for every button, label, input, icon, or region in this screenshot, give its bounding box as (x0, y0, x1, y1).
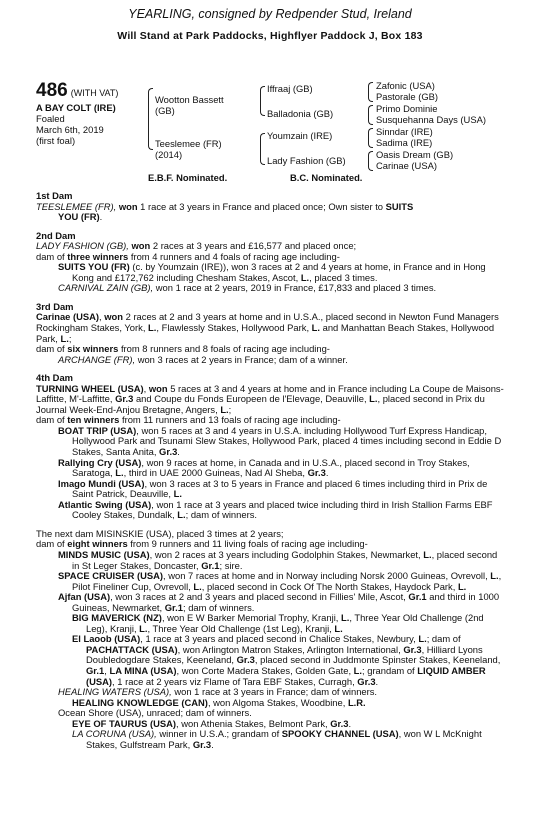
pedigree-body (36, 191, 506, 750)
pedigree-brace-3a (368, 82, 373, 102)
pedigree-paragraph: LADY FASHION (GB), won 2 races at 3 years and £16,577 and placed once; (36, 240, 357, 252)
pedigree-paragraph: BOAT TRIP (USA), won 5 races at 3 and 4 years in U.S.A. including Hollywood Turf Express Handicap, Hollywood Park and Tsunami Slew Stakes, Hollywood Park, placed 4 times including second in Eddie D Stakes, Santa Anita, Gr.3. (58, 424, 502, 458)
dam-dam: Lady Fashion (GB) (267, 155, 346, 166)
pedigree-paragraph: HEALING WATERS (USA), won 1 race at 3 years in France; dam of winners. (58, 686, 378, 698)
pedigree-paragraph: dam of three winners from 4 runners and 4 foals of racing age including- (36, 250, 340, 262)
foal-note: (first foal) (36, 135, 76, 146)
ssd: Pastorale (GB) (376, 91, 438, 102)
pedigree-paragraph: LA CORUNA (USA), winner in U.S.A.; grandam of SPOOKY CHANNEL (USA), won W L McKnight Stakes, Gulfstream Park, Gr.3. (72, 728, 482, 750)
catalogue-heading: YEARLING, consigned by Redpender Stud, Ireland (128, 7, 412, 21)
pedigree-paragraph: TEESLEMEE (FR), won 1 race at 3 years in France and placed once; Own sister to SUITS (36, 200, 414, 212)
pedigree-paragraph: CARNIVAL ZAIN (GB), won 1 race at 2 years, 2019 in France, £17,833 and placed 3 times. (58, 282, 437, 294)
sss: Zafonic (USA) (376, 80, 435, 91)
pedigree-paragraph: SPACE CRUISER (USA), won 7 races at home and in Norway including Norsk 2000 Guineas, Ovrevoll, L., Pilot Fineliner Cup, Ovrevoll, L., placed second in Cock Of The North Stakes, Haydock Park, L. (58, 570, 502, 592)
section-heading: 1st Dam (36, 190, 73, 201)
sire-country: (GB) (155, 105, 175, 116)
sire: Wootton Bassett (155, 94, 224, 105)
section-heading: 4th Dam (36, 372, 73, 384)
pedigree-paragraph: TURNING WHEEL (USA), won 5 races at 3 and 4 years at home and in France including La Coupe de Maisons-Laffitte, M'-Laffitte, Gr.3 and Coupe du Fonds Europeen de l'Elevage, Deauville, L., placed second in Prix du Journal Week-End-Anjou Bretagne, Angers, L.; (36, 382, 504, 415)
pedigree-paragraph: Rallying Cry (USA), won 9 races at home, in Canada and in U.S.A., placed second in Troy Stakes, Saratoga, L., third in UAE 2000 Guineas, Nad Al Sheba, Gr.3. (58, 456, 470, 479)
pedigree-paragraph: YOU (FR). (58, 211, 103, 223)
pedigree-paragraph: dam of ten winners from 11 runners and 13 foals of racing age including- (36, 414, 341, 426)
section-heading: 2nd Dam (36, 229, 76, 241)
pedigree-paragraph: Atlantic Swing (USA), won 1 race at 3 years and placed twice including third in Irish Stallion Farms EBF Cooley Stakes, Dundalk, L.; dam of winners. (58, 498, 493, 521)
dss: Sinndar (IRE) (376, 126, 433, 137)
section-heading: 3rd Dam (36, 300, 74, 312)
pedigree-brace-2a (260, 86, 265, 116)
stabling-location: Will Stand at Park Paddocks, Highflyer Paddock J, Box 183 (117, 30, 423, 42)
dam: Teeslemee (FR) (155, 138, 222, 149)
pedigree-brace-1 (148, 88, 153, 150)
vat-note: (WITH VAT) (70, 88, 119, 98)
ddd: Carinae (USA) (376, 160, 437, 171)
lot-description: A BAY COLT (IRE) (36, 102, 116, 113)
sds: Primo Dominie (376, 103, 438, 114)
dsd: Sadima (IRE) (376, 137, 433, 148)
sire-sire: Iffraaj (GB) (267, 83, 313, 94)
pedigree-paragraph: Carinae (USA), won 2 races at 2 and 3 years at home and in U.S.A., placed second in Newton Fund Managers Rockingham Stakes, York, L., Flawlessly Stakes, Hollywood Park, L. and Manhattan Beach Stakes, Hollywood Park, L.; (36, 311, 499, 344)
foaled-date: March 6th, 2019 (36, 124, 104, 135)
pedigree-paragraph: dam of eight winners from 9 runners and 11 living foals of racing age including- (36, 538, 368, 550)
pedigree-brace-3b (368, 105, 373, 125)
pedigree-paragraph: ARCHANGE (FR), won 3 races at 2 years in France; dam of a winner. (58, 353, 348, 365)
pedigree-paragraph: dam of six winners from 8 runners and 8 foals of racing age including- (36, 343, 330, 355)
pedigree-paragraph: El Laoob (USA), 1 race at 3 years and placed second in Chalice Stakes, Newbury, L.; dam of PACHATTACK (USA), won Arlington Matron Stakes, Arlington International, Gr.3, Hilliard Lyons Doubledogdare Stakes, Keeneland, Gr.3, placed second in Juddmonte Spinster Stakes, Keeneland, Gr.1, LA MINA (USA), won Corte Madera Stakes, Golden Gate, L.; grandam of LIQUID AMBER (USA), 1 race at 2 years viz Flame of Tara EBF Stakes, Curragh, Gr.3. (72, 633, 501, 687)
pedigree-paragraph: SUITS YOU (FR) (c. by Youmzain (IRE)), won 3 races at 2 and 4 years at home, in France and in Hong Kong and £172,762 including Chesham Stakes, Ascot, L., placed 3 times. (58, 261, 486, 283)
pedigree-brace-3d (368, 151, 373, 171)
ebf-nomination: E.B.F. Nominated. (148, 172, 228, 183)
pedigree-paragraph: HEALING KNOWLEDGE (CAN), won Algoma Stakes, Woodbine, L.R. (72, 696, 366, 708)
lot-number-value: 486 (36, 80, 68, 101)
pedigree-paragraph: Ajfan (USA), won 3 races at 2 and 3 years and placed second in Fillies' Mile, Ascot, Gr.1 and third in 1000 Guineas, Newmarket, Gr.1; dam of winners. (58, 591, 500, 613)
pedigree-paragraph: Imago Mundi (USA), won 3 races at 3 to 5 years in France and placed 6 times including third in Prix de Saint Patrick, Deauville, L. (58, 477, 488, 500)
dam-year: (2014) (155, 149, 183, 160)
lot-number (36, 80, 118, 102)
dds: Oasis Dream (GB) (376, 149, 454, 160)
sdd: Susquehanna Days (USA) (376, 114, 486, 125)
pedigree-paragraph: The next dam MISINSKIE (USA), placed 3 times at 2 years; (36, 527, 284, 539)
pedigree-brace-2b (260, 133, 265, 165)
foaled-label: Foaled (36, 113, 65, 124)
pedigree-paragraph: MINDS MUSIC (USA), won 2 races at 3 years including Godolphin Stakes, Newmarket, L., placed second in St Leger Stakes, Doncaster, Gr.1; sire. (58, 548, 498, 571)
pedigree-paragraph: EYE OF TAURUS (USA), won Athenia Stakes, Belmont Park, Gr.3. (72, 717, 352, 729)
dam-sire: Youmzain (IRE) (267, 130, 333, 141)
sire-dam: Balladonia (GB) (267, 108, 334, 119)
bc-nomination: B.C. Nominated. (290, 172, 363, 183)
pedigree-brace-3c (368, 128, 373, 148)
pedigree-paragraph: Ocean Shore (USA), unraced; dam of winners. (58, 707, 252, 719)
pedigree-paragraph: BIG MAVERICK (NZ), won E W Barker Memorial Trophy, Kranji, L., Three Year Old Challenge (2nd Leg), Kranji, L., Three Year Old Challenge (1st Leg), Kranji, L. (72, 612, 484, 634)
